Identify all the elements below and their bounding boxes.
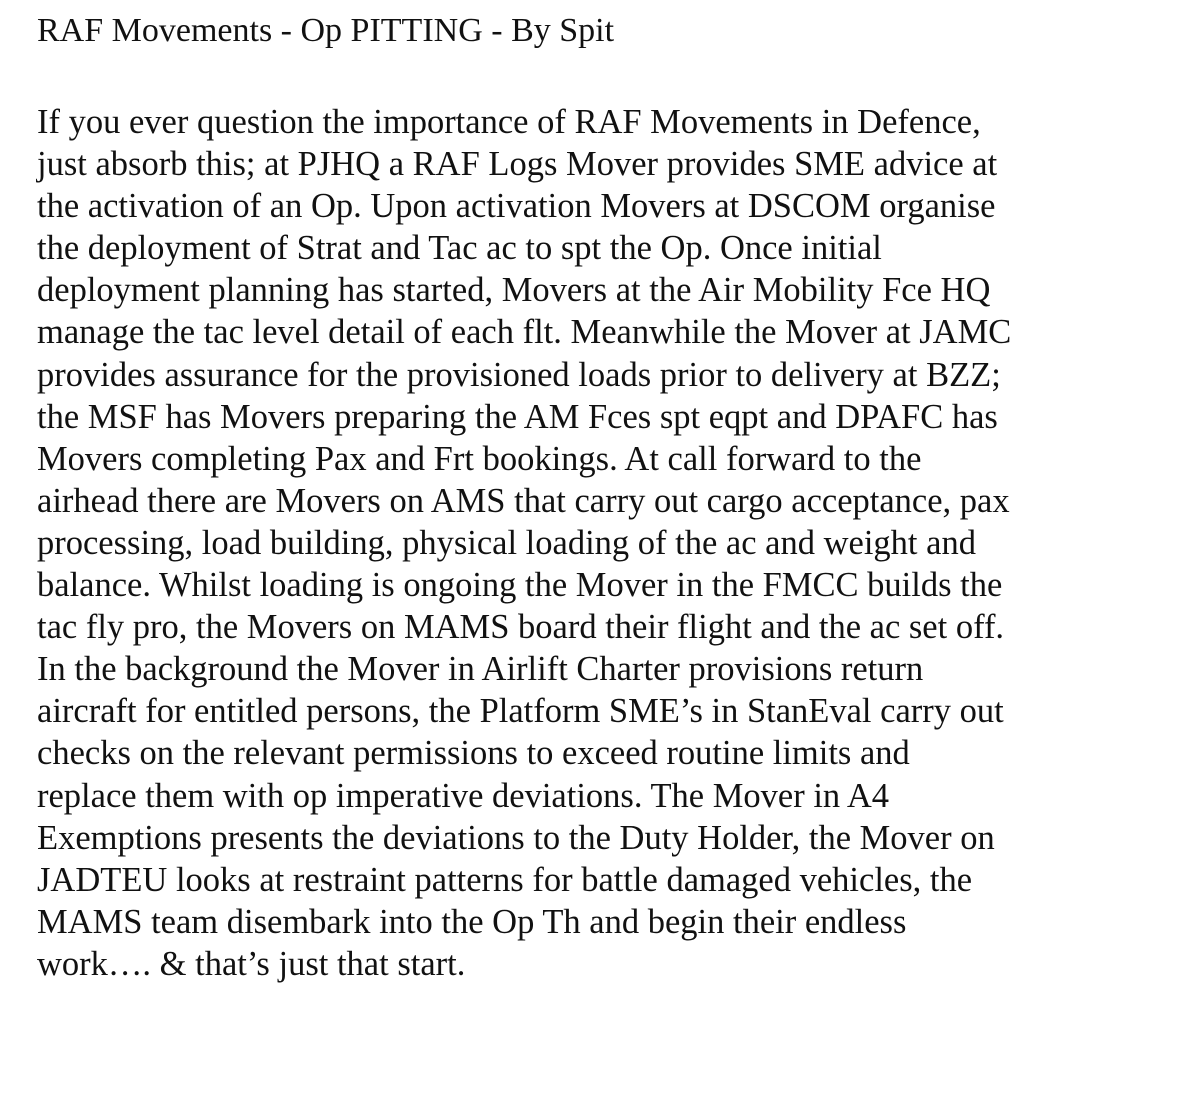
text-line: checks on the relevant permissions to exceed routine limits and bbox=[37, 734, 910, 773]
text-line: aircraft for entitled persons, the Platform SME’s in StanEval carry out bbox=[37, 692, 1004, 731]
text-line: MAMS team disembark into the Op Th and begin their endless bbox=[37, 902, 907, 941]
text-line: just absorb this; at PJHQ a RAF Logs Mover provides SME advice at bbox=[37, 145, 998, 184]
text-line: tac fly pro, the Movers on MAMS board their flight and the ac set off. bbox=[37, 608, 1005, 647]
text-line: manage the tac level detail of each flt. Meanwhile the Mover at JAMC bbox=[37, 313, 1012, 352]
text-line: JADTEU looks at restraint patterns for battle damaged vehicles, the bbox=[37, 860, 973, 899]
text-line: processing, load building, physical loading of the ac and weight and bbox=[37, 523, 976, 562]
text-line: provides assurance for the provisioned loads prior to delivery at BZZ; bbox=[37, 355, 1001, 394]
text-line: In the background the Mover in Airlift Charter provisions return bbox=[37, 650, 924, 689]
text-line: Movers completing Pax and Frt bookings. At call forward to the bbox=[37, 439, 922, 478]
text-line: If you ever question the importance of RAF Movements in Defence, bbox=[37, 103, 981, 141]
text-line: Exemptions presents the deviations to the Duty Holder, the Mover on bbox=[37, 818, 995, 857]
text-line: the MSF has Movers preparing the AM Fces spt eqpt and DPAFC has bbox=[37, 397, 998, 436]
text-line: replace them with op imperative deviations. The Mover in A4 bbox=[37, 776, 890, 815]
document bbox=[37, 0, 1177, 983]
body-paragraph bbox=[37, 101, 1011, 985]
document-title: RAF Movements - Op PITTING - By Spit bbox=[37, 12, 615, 49]
text-line: balance. Whilst loading is ongoing the Mover in the FMCC builds the bbox=[37, 566, 1003, 605]
text-line: the deployment of Strat and Tac ac to spt the Op. Once initial bbox=[37, 229, 882, 268]
text-line: work…. & that’s just that start. bbox=[37, 944, 466, 983]
text-line: airhead there are Movers on AMS that carry out cargo acceptance, pax bbox=[37, 481, 1010, 520]
text-line: deployment planning has started, Movers at the Air Mobility Fce HQ bbox=[37, 271, 991, 310]
text-line: the activation of an Op. Upon activation Movers at DSCOM organise bbox=[37, 187, 996, 226]
